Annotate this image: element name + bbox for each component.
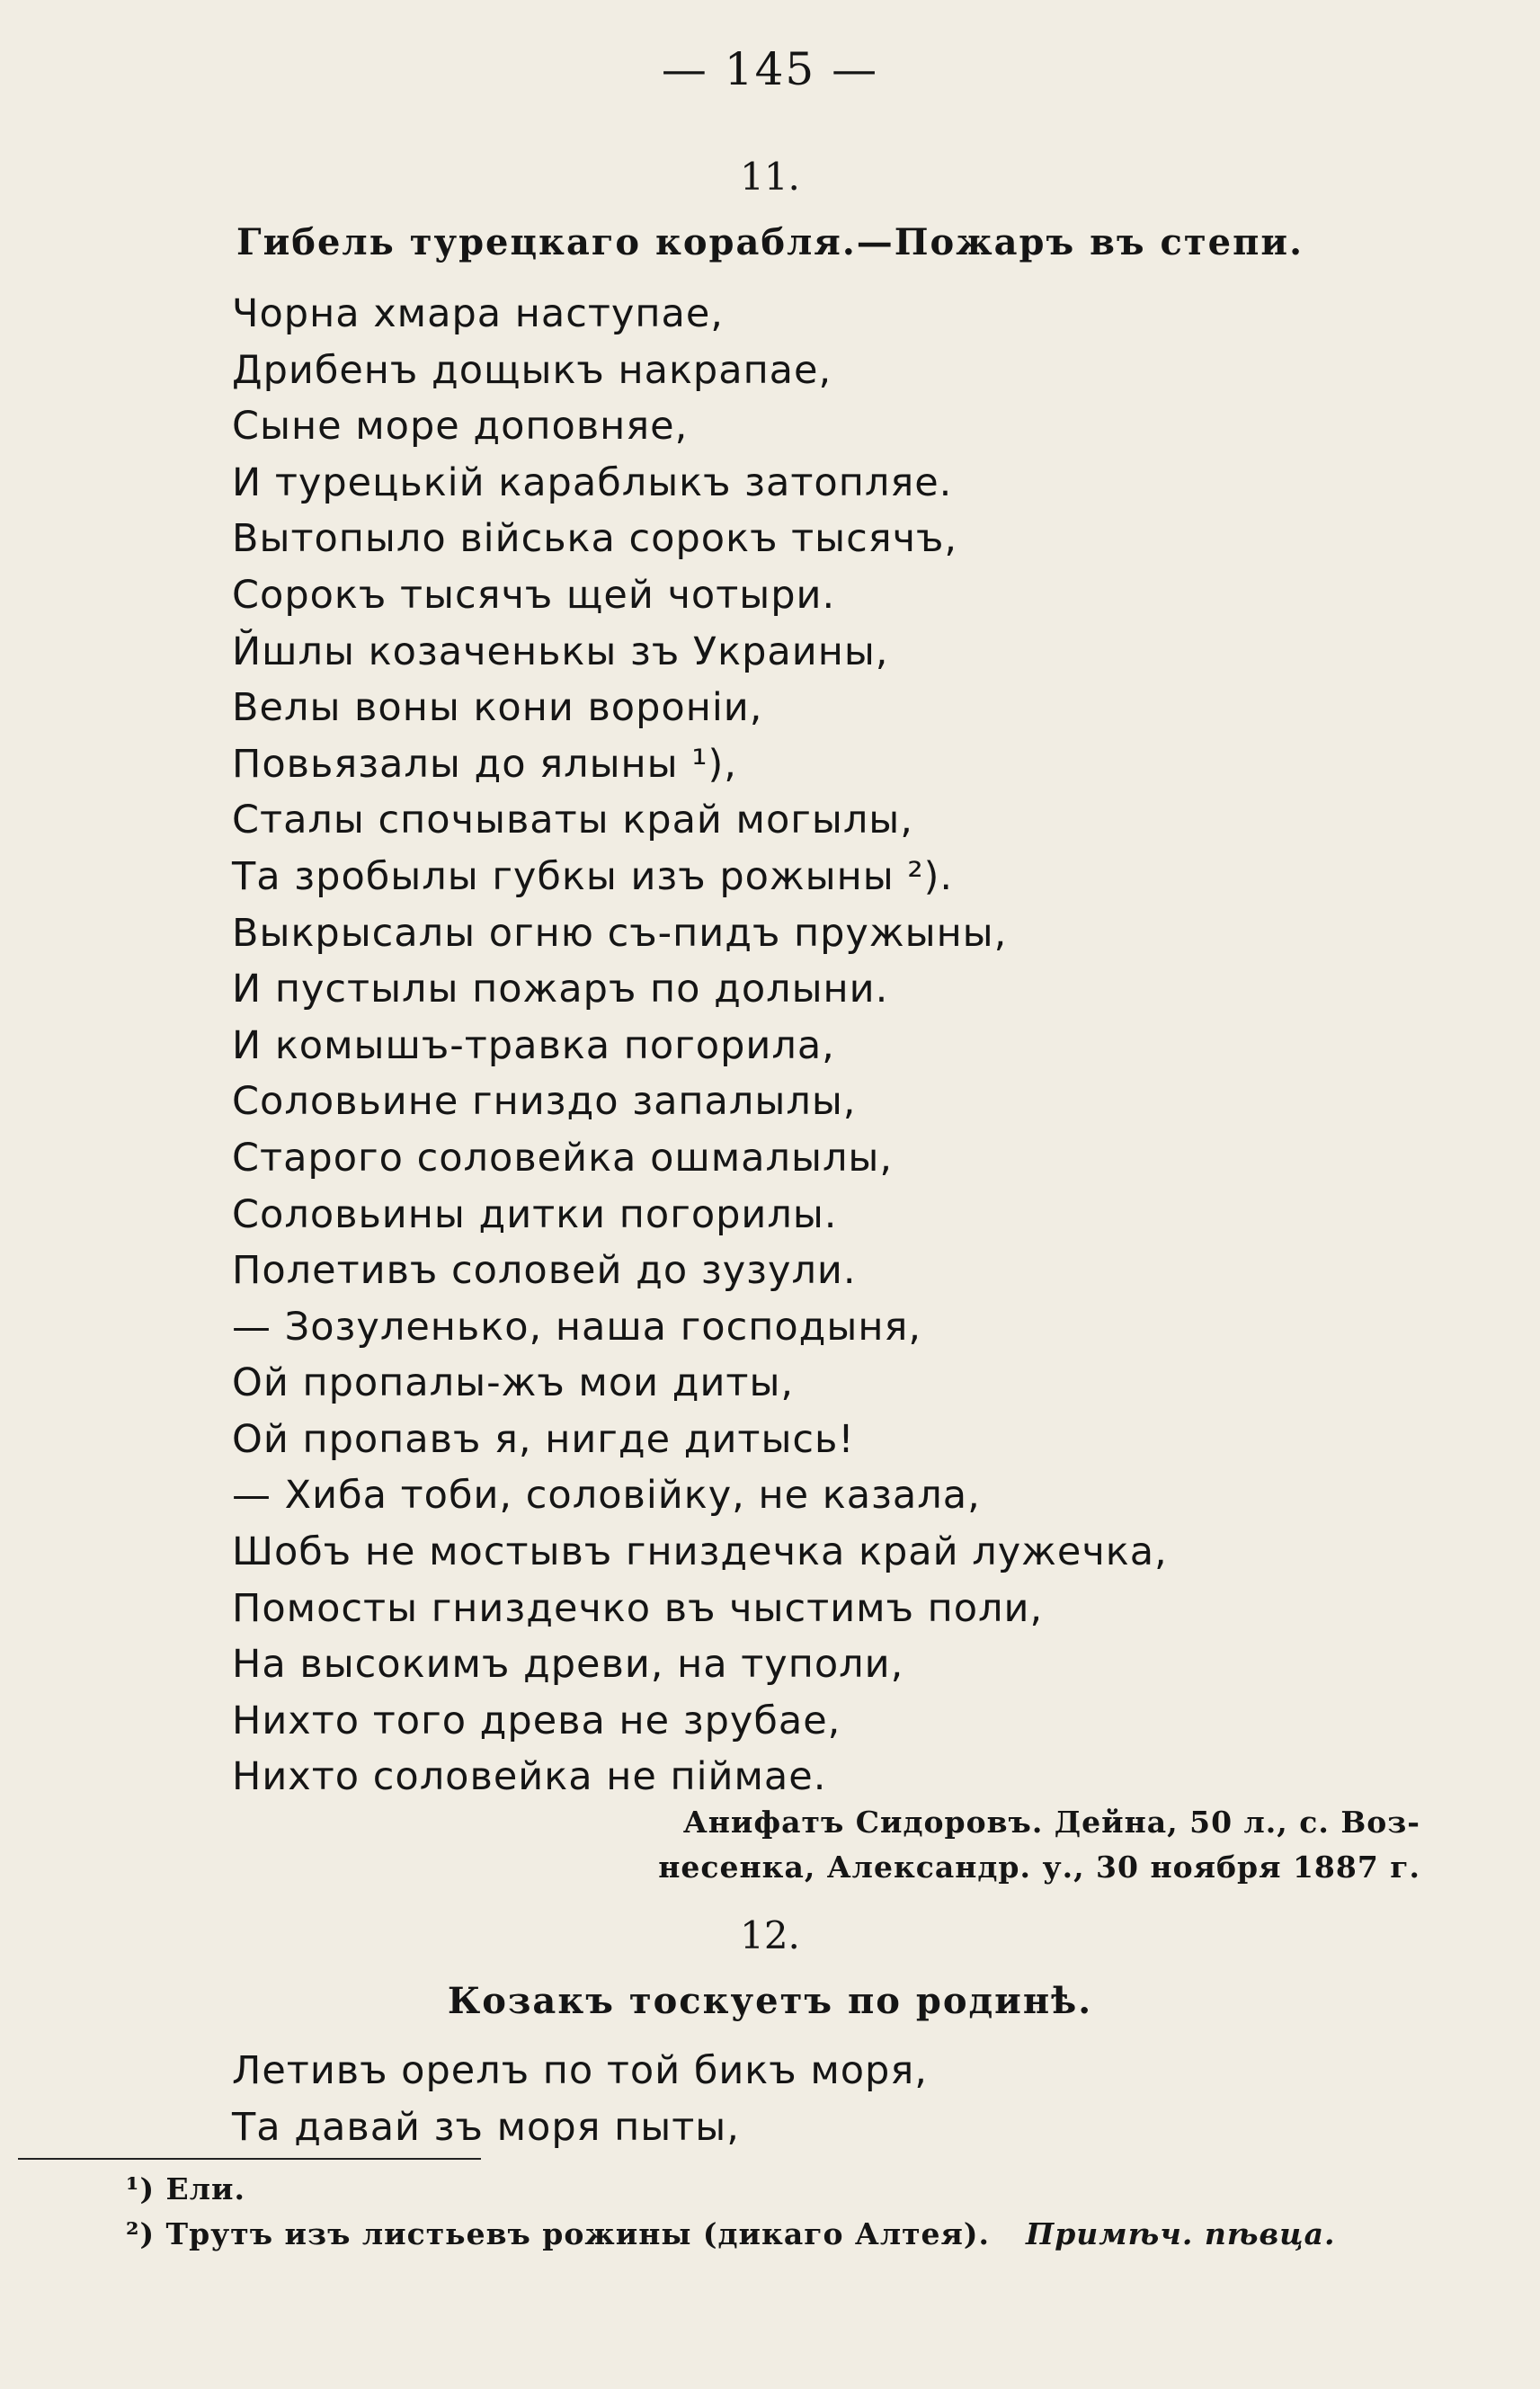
verse-line: Нихто соловейка не піймае. [232, 1754, 827, 1800]
verse-line: Йшлы козаченькы зъ Украины, [232, 628, 889, 674]
footnote-2 [126, 2212, 1474, 2257]
verse-line: И пустылы пожаръ по долыни. [232, 967, 889, 1012]
page-number: — 145 — [661, 43, 879, 95]
verse-line: Вытопыло війська сорокъ тысячъ, [232, 516, 958, 562]
verse-line: Сорокъ тысячъ щей чотыри. [232, 572, 836, 618]
verse-line: Чорна хмара наступае, [232, 291, 724, 336]
verse-line: Ой пропавъ я, нигде дитысь! [232, 1416, 855, 1462]
verse-line: Та давай зъ моря пыты, [232, 2104, 740, 2150]
verse-line: Та зробылы губкы изъ рожыны ²). [232, 853, 954, 899]
verse-line: — Зозуленько, наша господыня, [232, 1304, 921, 1350]
verse-line: Нихто того древа не зрубае, [232, 1698, 841, 1743]
verse-line: Шобъ не мостывъ гниздечка край лужечка, [232, 1529, 1168, 1575]
footnote-2-author: Примѣч. пѣвца. [1026, 2216, 1336, 2251]
verse-line: Старого соловейка ошмалылы, [232, 1135, 894, 1181]
verse-line: Повьязалы до ялыны ¹), [232, 741, 737, 787]
poem-verse-12 [232, 2043, 1401, 2155]
verse-line: Соловьины дитки погорилы. [232, 1191, 838, 1237]
verse-line: И турецькій караблыкъ затопляе. [232, 459, 953, 505]
footnote-1: ¹) Ели. [126, 2171, 245, 2206]
verse-line: Сталы спочываты край могылы, [232, 798, 913, 843]
poem-verse-11 [232, 286, 1401, 1805]
verse-line: Летивъ орелъ по той бикъ моря, [232, 2048, 928, 2093]
verse-line: И комышъ-травка погорила, [232, 1022, 835, 1068]
verse-line: Сыне море доповняе, [232, 404, 689, 450]
footnote-divider [18, 2158, 481, 2160]
verse-line: Полетивъ соловей до зузули. [232, 1248, 857, 1294]
verse-line: Ой пропалы-жъ мои диты, [232, 1360, 795, 1406]
poem-signature [539, 1800, 1420, 1890]
verse-line: На высокимъ древи, на туполи, [232, 1642, 904, 1688]
verse-line: Соловьине гниздо запалылы, [232, 1079, 857, 1125]
verse-line: Велы воны кони вороніи, [232, 685, 763, 731]
signature-line: Анифатъ Сидоровъ. Дейна, 50 л., с. Воз- [682, 1805, 1420, 1840]
poem-title-12: Козакъ тоскуетъ по родинѣ. [447, 1980, 1093, 2022]
poem-number-12: 12. [740, 1913, 800, 1957]
signature-line: несенка, Александр. у., 30 ноября 1887 г. [658, 1850, 1420, 1885]
verse-line: Помосты гниздечко въ чыстимъ поли, [232, 1585, 1044, 1631]
verse-line: Дрибенъ дощыкъ накрапае, [232, 347, 832, 393]
poem-title-11: Гибель турецкаго корабля.—Пожаръ въ степи. [236, 221, 1304, 263]
footnote-2-text: ²) Трутъ изъ листьевъ рожины (дикаго Алтея). [126, 2216, 991, 2251]
verse-line: Выкрысалы огню съ-пидъ пружыны, [232, 910, 1008, 956]
poem-number-11: 11. [740, 155, 800, 199]
verse-line: — Хиба тоби, соловійку, не казала, [232, 1473, 981, 1519]
footnotes [126, 2167, 1474, 2257]
